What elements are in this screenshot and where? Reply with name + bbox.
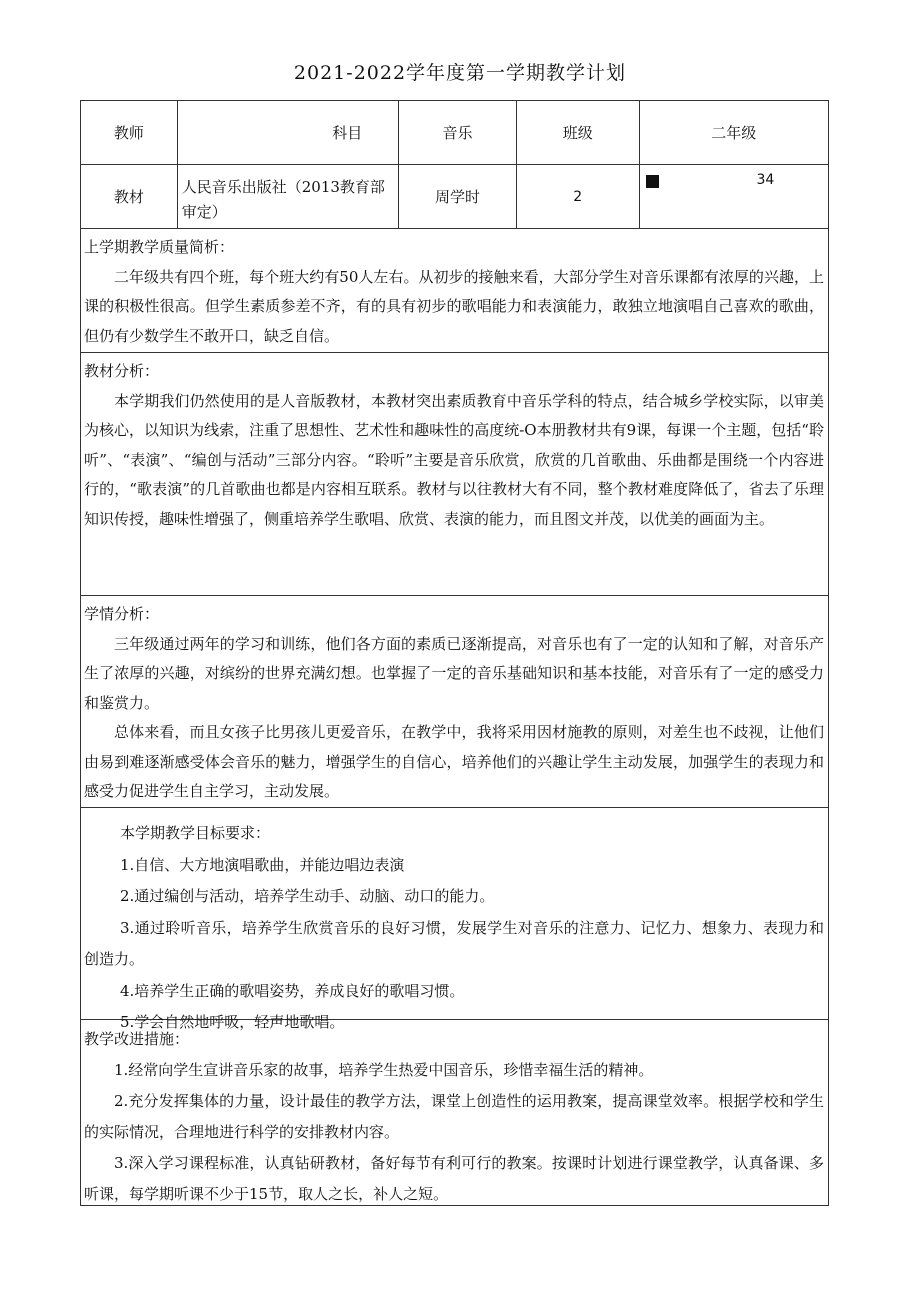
section-student-analysis	[81, 596, 828, 808]
section-heading: 学情分析：	[84, 605, 160, 623]
info-row-textbook	[81, 165, 828, 229]
section-improvement-measures	[81, 1020, 828, 1205]
subject-value: 音乐	[399, 101, 517, 164]
teacher-label: 教师	[81, 101, 178, 164]
page-title: 2021-2022学年度第一学期教学计划	[293, 62, 627, 84]
paragraph: 本学期我们仍然使用的是人音版教材，本教材突出素质教育中音乐学科的特点，结合城乡学校实际，以审美为核心，以知识为线索，注重了思想性、艺术性和趣味性的高度统-O本册教材共有9课，每课一个主题，包括“聆听”、“表演”、“编创与活动”三部分内容。“聆听”主要是音乐欣赏，欣赏的几首歌曲、乐曲都是围绕一个内容进行的，“歌表演”的几首歌曲也都是内容相互联系。教材与以往教材大有不同，整个教材难度降低了，省去了乐理知识传授，趣味性增强了，侧重培养学生歌唱、欣赏、表演的能力，而且图文并茂，以优美的画面为主。	[84, 391, 824, 528]
measure-item: 2.充分发挥集体的力量，设计最佳的教学方法，课堂上创造性的运用教案，提高课堂效率。根据学校和学生的实际情况，合理地进行科学的安排教材内容。	[84, 1092, 824, 1141]
total-hours-value: 34	[756, 172, 775, 188]
info-row-teacher	[81, 101, 828, 165]
total-hours-cell	[640, 165, 829, 228]
section-heading: 上学期教学质量简析：	[84, 238, 235, 256]
paragraph: 二年级共有四个班，每个班大约有50人左右。从初步的接触来看，大部分学生对音乐课都有浓厚的兴趣，上课的积极性很高。但学生素质参差不齐，有的具有初步的歌唱能力和表演能力，敢独立地演唱自己喜欢的歌曲，但仍有少数学生不敢开口，缺乏自信。	[84, 267, 824, 345]
class-label: 班级	[517, 101, 640, 164]
measure-item: 3.深入学习课程标准，认真钻研教材，备好每节有利可行的教案。按课时计划进行课堂教学，认真备课、多听课，每学期听课不少于15节，取人之长，补人之短。	[84, 1154, 824, 1203]
weekly-hours-label: 周学时	[399, 165, 517, 228]
goal-item: 4.培养学生正确的歌唱姿势，养成良好的歌唱习惯。	[120, 981, 465, 1000]
textbook-value: 人民音乐出版社（2013教育部审定）	[178, 165, 399, 228]
goal-item: 1.自信、大方地演唱歌曲，并能边唱边表演	[120, 855, 405, 874]
measure-item: 1.经常向学生宣讲音乐家的故事，培养学生热爱中国音乐，珍惜幸福生活的精神。	[114, 1061, 654, 1079]
section-heading: 教学改进措施：	[84, 1030, 190, 1048]
teacher-value-and-subject-label	[178, 101, 399, 164]
subject-label: 科目	[332, 124, 363, 142]
paragraph: 三年级通过两年的学习和训练，他们各方面的素质已逐渐提高，对音乐也有了一定的认知和了解，对音乐产生了浓厚的兴趣，对缤纷的世界充满幻想。也掌握了一定的音乐基础知识和基本技能，对音乐有了一定的感受力和鉴赏力。	[84, 634, 824, 712]
goal-item: 2.通过编创与活动，培养学生动手、动脑、动口的能力。	[120, 887, 495, 905]
section-textbook-analysis	[81, 353, 828, 596]
section-heading: 本学期教学目标要求：	[120, 824, 271, 842]
section-heading: 教材分析：	[84, 362, 160, 380]
goal-item: 5.学会自然地呼吸，轻声地歌唱。	[120, 1013, 345, 1031]
black-square-icon	[646, 175, 659, 188]
paragraph: 总体来看，而且女孩子比男孩儿更爱音乐，在教学中，我将采用因材施教的原则，对差生也不歧视，让他们由易到难逐渐感受体会音乐的魅力，增强学生的自信心，培养他们的兴趣让学生主动发展，加强学生的表现力和感受力促进学生自主学习，主动发展。	[84, 723, 824, 800]
section-teaching-goals	[81, 808, 828, 1031]
weekly-hours-value: 2	[517, 165, 640, 228]
goal-item: 3.通过聆听音乐，培养学生欣赏音乐的良好习惯，发展学生对音乐的注意力、记忆力、想象力、表现力和创造力。	[84, 918, 824, 968]
class-value: 二年级	[711, 124, 757, 142]
textbook-label: 教材	[81, 165, 178, 228]
teaching-plan-table	[80, 100, 829, 1206]
section-quality-analysis	[81, 229, 828, 353]
